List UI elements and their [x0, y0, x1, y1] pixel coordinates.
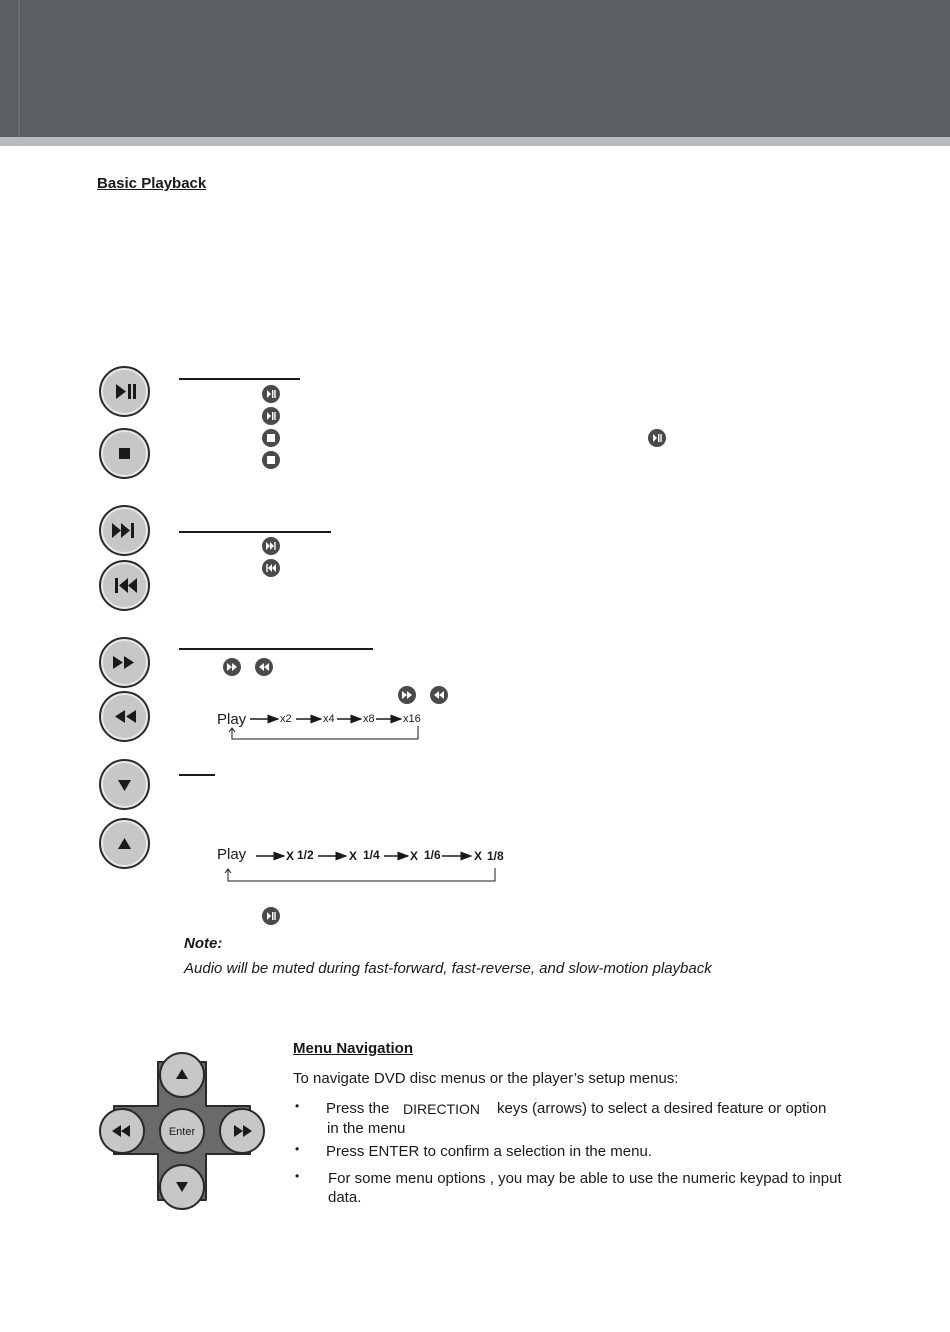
stop-icon [262, 429, 280, 447]
slow-section-rule [179, 774, 215, 776]
fast-section-rule [179, 648, 373, 650]
slow-down-button[interactable] [99, 759, 150, 810]
bullet-2-marker: • [295, 1142, 300, 1156]
stop-icon [262, 451, 280, 469]
basic-playback-heading: Basic Playback [97, 175, 207, 192]
fast-reverse-icon [101, 693, 148, 740]
direction-pad[interactable] [96, 1048, 268, 1214]
fast-forward-icon [101, 639, 148, 686]
play-pause-icon [262, 385, 280, 403]
note-text: Audio will be muted during fast-forward, fast-reverse, and slow-motion playback [184, 960, 712, 977]
bullet-1-key: DIRECTION [403, 1101, 480, 1117]
slow-seq-x-3: X [410, 849, 419, 863]
skip-next-icon [262, 537, 280, 555]
play-pause-icon [262, 407, 280, 425]
slow-up-icon [101, 820, 148, 867]
bullet-2-text: Press ENTER to confirm a selection in the menu. [326, 1143, 652, 1160]
bullet-1-part-b: keys (arrows) to select a desired feature or option [497, 1100, 827, 1117]
fast-seq-step-4: x16 [403, 713, 421, 725]
menu-navigation-intro: To navigate DVD disc menus or the player’s setup menus: [293, 1070, 679, 1087]
skip-next-button[interactable] [99, 505, 150, 556]
bullet-1-marker: • [295, 1099, 300, 1113]
slow-up-button[interactable] [99, 818, 150, 869]
slow-seq-x-4: X [474, 849, 483, 863]
menu-navigation-heading: Menu Navigation [293, 1040, 414, 1057]
enter-label: Enter [168, 1126, 196, 1138]
fast-forward-icon [398, 686, 416, 704]
slow-down-icon [101, 761, 148, 808]
bullet-1-part-a: Press the [326, 1100, 390, 1117]
stop-button[interactable] [99, 428, 150, 479]
fast-reverse-icon [430, 686, 448, 704]
fast-forward-icon [223, 658, 241, 676]
skip-previous-icon [101, 562, 148, 609]
fast-reverse-icon [255, 658, 273, 676]
bullet-3-part-a: For some menu options , you may be able to use the numeric keypad to input [328, 1170, 842, 1187]
play-pause-icon [101, 368, 148, 415]
header-stripe [0, 137, 950, 146]
note-label: Note: [184, 935, 223, 952]
play-pause-button[interactable] [99, 366, 150, 417]
fast-seq-play: Play [217, 711, 247, 728]
bullet-3-marker: • [295, 1169, 300, 1183]
play-pause-icon [262, 907, 280, 925]
slow-seq-arrows [220, 848, 510, 884]
slow-seq-step-1: 1/2 [297, 848, 314, 862]
play-pause-icon [648, 429, 666, 447]
slow-seq-step-3: 1/6 [424, 848, 441, 862]
slow-seq-play: Play [217, 846, 247, 863]
skip-next-icon [101, 507, 148, 554]
bullet-1-part-c: in the menu [327, 1120, 406, 1137]
slow-seq-step-2: 1/4 [363, 848, 380, 862]
fast-seq-step-2: x4 [323, 713, 335, 725]
bullet-3-part-b: data. [328, 1189, 362, 1206]
skip-previous-icon [262, 559, 280, 577]
slow-seq-x-1: X [286, 849, 295, 863]
slow-seq-x-2: X [349, 849, 358, 863]
fast-seq-step-1: x2 [280, 713, 292, 725]
slow-seq-step-4: 1/8 [487, 849, 504, 863]
header-edge [18, 0, 20, 137]
fast-reverse-button[interactable] [99, 691, 150, 742]
fast-seq-arrows [220, 712, 430, 742]
header-bar [0, 0, 950, 137]
stop-icon [101, 430, 148, 477]
skip-section-rule [179, 531, 331, 533]
play-stop-section-rule [179, 378, 300, 380]
fast-forward-button[interactable] [99, 637, 150, 688]
fast-seq-step-3: x8 [363, 713, 375, 725]
skip-previous-button[interactable] [99, 560, 150, 611]
